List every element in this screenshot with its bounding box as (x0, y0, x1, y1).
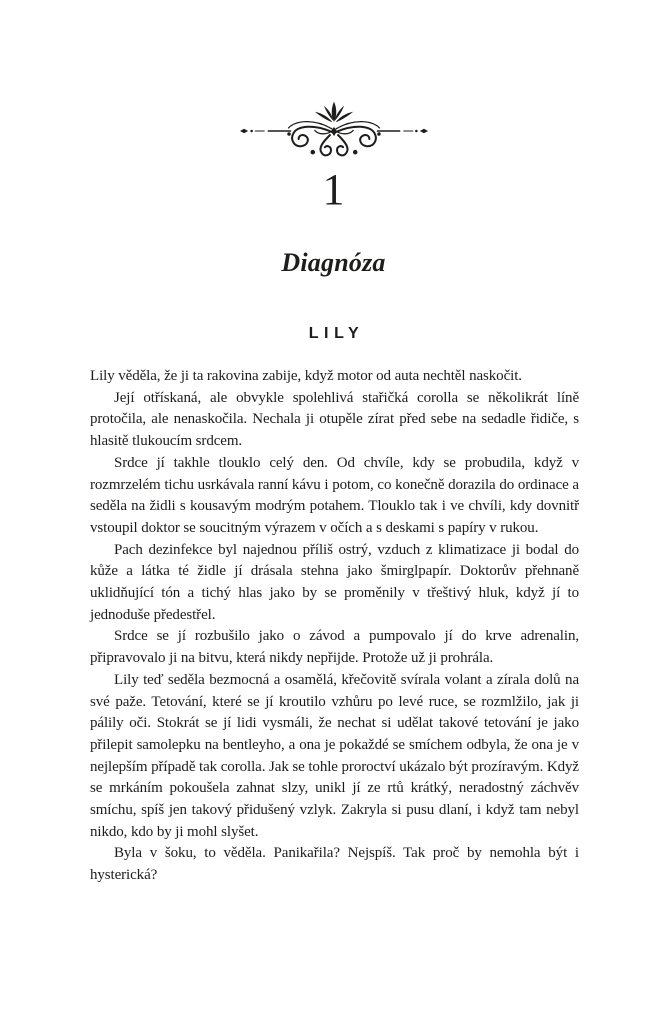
paragraph-1: Lily věděla, že ji ta rakovina zabije, když motor od auta nechtěl naskočit. (90, 368, 522, 384)
paragraph-2: Její otřískaná, ale obvykle spolehlivá stařičká corolla se několikrát líně protočila, ale nenaskočila. Nechala ji otupěle zírat před sebe na sedadle řidiče, s hlasitě tlukoucím srdcem. (90, 389, 579, 450)
paragraph-4: Pach dezinfekce byl najednou příliš ostrý, vzduch z klimatizace ji bodal do kůže a látka té židle jí drásala stehna jako šmirglpapír. Doktorův přehnaně uklidňující tón a tichý hlas jako by se proměnily v třeštivý hluk, když jí to jednoduše předestřel. (90, 541, 579, 623)
chapter-ornament-icon (238, 98, 430, 170)
chapter-body-text (90, 366, 579, 887)
paragraph-6: Lily teď seděla bezmocná a osamělá, křečovitě svírala volant a zírala dolů na své paže. Tetování, které se jí kroutilo vzhůru po levé ruce, se rozmlžilo, jak ji pálily oči. Stokrát se jí lidi vysmáli, že nechat si udělat takové tetování je jako přilepit samolepku na bentleyho, a ona je pokaždé se smíchem odbyla, že ona je v nejlepším případě tak corolla. Jak se tohle proroctví ukázalo být prozíravým. Když se mrkáním pokoušela zahnat slzy, unikl jí ze rtů krátký, neradostný záchvěv smíchu, spíš jen takový přidušený vzlyk. Zakryla si pusu dlaní, i když tam nebyl nikdo, kdo by ji mohl slyšet. (90, 671, 579, 840)
paragraph-3: Srdce jí takhle tlouklo celý den. Od chvíle, kdy se probudila, když v rozmrzelém tichu usrkávala ranní kávu i potom, co konečně dorazila do ordinace a seděla na židli s kousavým modrým potahem. Tlouklo tak i ve chvíli, kdy dovnitř vstoupil doktor se soucitným výrazem v očích a s deskami s papíry v rukou. (90, 454, 579, 536)
pov-character-header: LILY (308, 325, 365, 342)
paragraph-7: Byla v šoku, to věděla. Panikařila? Nejspíš. Tak proč by nemohla být i hysterická? (90, 845, 579, 884)
chapter-number: 1 (322, 165, 345, 214)
paragraph-5: Srdce se jí rozbušilo jako o závod a pumpovalo jí do krve adrenalin, připravovalo ji na bitvu, která nikdy nepřijde. Protože už ji prohrála. (90, 628, 579, 667)
chapter-title: Diagnóza (281, 248, 386, 277)
